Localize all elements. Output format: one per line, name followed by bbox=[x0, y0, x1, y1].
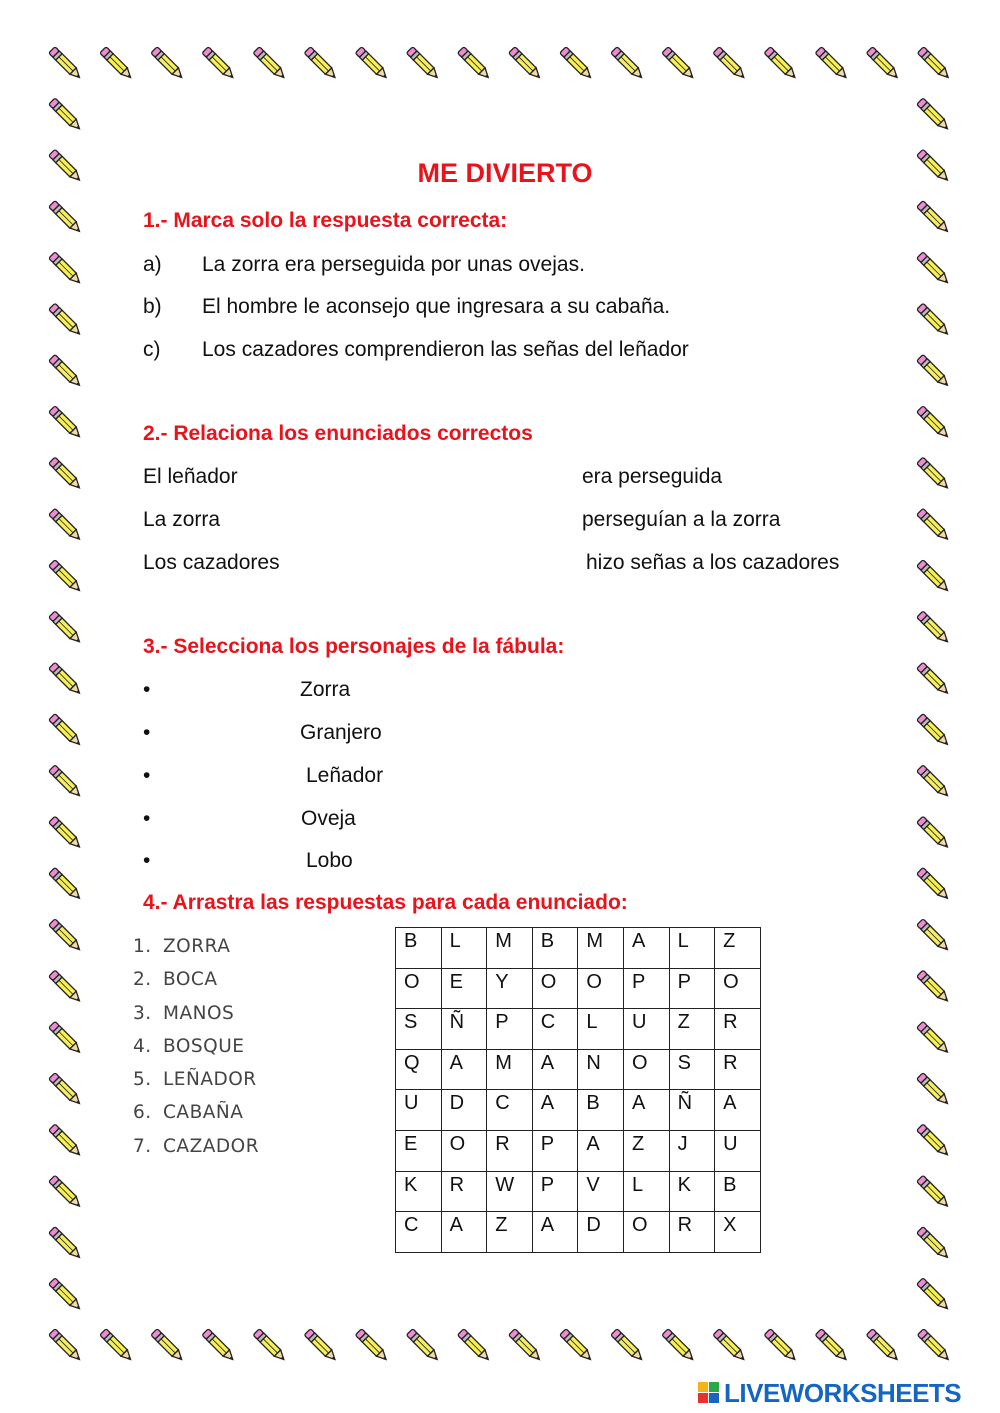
grid-cell[interactable]: S bbox=[669, 1049, 715, 1090]
pencil-icon bbox=[713, 1329, 747, 1363]
pencil-icon bbox=[457, 1329, 491, 1363]
pencil-icon bbox=[917, 98, 951, 132]
grid-cell[interactable]: R bbox=[715, 1009, 761, 1050]
grid-cell[interactable]: A bbox=[441, 1049, 487, 1090]
grid-cell[interactable]: P bbox=[532, 1171, 578, 1212]
grid-row bbox=[396, 1009, 761, 1050]
page-title: ME DIVIERTO bbox=[417, 158, 593, 188]
pencil-icon bbox=[917, 47, 951, 81]
pencil-icon bbox=[406, 47, 440, 81]
pencil-icon bbox=[917, 201, 951, 235]
grid-cell[interactable]: A bbox=[623, 1090, 669, 1131]
grid-cell[interactable]: C bbox=[396, 1212, 442, 1253]
word-number: 5. bbox=[133, 1069, 152, 1091]
bullet: • bbox=[143, 764, 151, 787]
grid-cell[interactable]: M bbox=[487, 928, 533, 969]
character-option[interactable]: Lobo bbox=[306, 849, 353, 872]
word-number: 3. bbox=[133, 1002, 152, 1024]
pencil-icon bbox=[49, 354, 83, 388]
grid-cell[interactable]: B bbox=[396, 928, 442, 969]
pencil-icon bbox=[304, 1329, 338, 1363]
grid-cell[interactable]: S bbox=[396, 1009, 442, 1050]
grid-cell[interactable]: E bbox=[396, 1130, 442, 1171]
pencil-icon bbox=[151, 1329, 185, 1363]
grid-row bbox=[396, 1090, 761, 1131]
pencil-icon bbox=[611, 47, 645, 81]
bullet: • bbox=[143, 849, 151, 872]
pencil-icon bbox=[49, 611, 83, 645]
pencil-icon bbox=[611, 1329, 645, 1363]
liveworksheets-logo[interactable] bbox=[698, 1376, 961, 1410]
grid-cell[interactable]: P bbox=[623, 968, 669, 1009]
pencil-icon bbox=[49, 1073, 83, 1107]
grid-cell[interactable]: P bbox=[532, 1130, 578, 1171]
word-list-item[interactable] bbox=[133, 933, 259, 966]
grid-cell[interactable]: Z bbox=[487, 1212, 533, 1253]
pencil-icon bbox=[151, 47, 185, 81]
grid-cell[interactable]: U bbox=[715, 1130, 761, 1171]
grid-cell[interactable]: O bbox=[715, 968, 761, 1009]
grid-cell[interactable]: O bbox=[441, 1130, 487, 1171]
pencil-icon bbox=[917, 1329, 951, 1363]
word-label: BOSQUE bbox=[163, 1035, 245, 1057]
pencil-icon bbox=[917, 560, 951, 594]
grid-cell[interactable]: M bbox=[578, 928, 624, 969]
pencil-icon bbox=[49, 252, 83, 286]
grid-cell[interactable]: A bbox=[532, 1049, 578, 1090]
pencil-icon bbox=[917, 1073, 951, 1107]
grid-cell[interactable]: J bbox=[669, 1130, 715, 1171]
option-a-letter[interactable]: a) bbox=[143, 253, 162, 276]
grid-cell[interactable]: O bbox=[623, 1212, 669, 1253]
grid-cell[interactable]: R bbox=[715, 1049, 761, 1090]
word-label: CAZADOR bbox=[163, 1135, 260, 1157]
word-search-grid bbox=[395, 927, 761, 1253]
grid-cell[interactable]: Q bbox=[396, 1049, 442, 1090]
pencil-icon bbox=[917, 1175, 951, 1209]
option-b-letter[interactable]: b) bbox=[143, 295, 162, 318]
pencil-icon bbox=[406, 1329, 440, 1363]
grid-cell[interactable]: N bbox=[578, 1049, 624, 1090]
word-number: 2. bbox=[133, 969, 152, 991]
grid-cell[interactable]: Ñ bbox=[669, 1090, 715, 1131]
grid-cell[interactable]: Y bbox=[487, 968, 533, 1009]
pencil-icon bbox=[49, 1278, 83, 1312]
grid-cell[interactable]: U bbox=[623, 1009, 669, 1050]
pencil-icon bbox=[917, 354, 951, 388]
option-c-letter[interactable]: c) bbox=[143, 338, 161, 361]
grid-cell[interactable]: R bbox=[669, 1212, 715, 1253]
grid-cell[interactable]: A bbox=[623, 928, 669, 969]
grid-row bbox=[396, 928, 761, 969]
pencil-icon bbox=[49, 1175, 83, 1209]
option-a-text[interactable]: La zorra era perseguida por unas ovejas. bbox=[202, 253, 585, 276]
grid-row bbox=[396, 968, 761, 1009]
pencil-icon bbox=[49, 98, 83, 132]
pencil-icon bbox=[49, 765, 83, 799]
pencil-icon bbox=[49, 714, 83, 748]
match-right-item[interactable]: era perseguida bbox=[582, 465, 723, 488]
grid-cell[interactable]: P bbox=[669, 968, 715, 1009]
pencil-icon bbox=[49, 1021, 83, 1055]
grid-cell[interactable]: K bbox=[396, 1171, 442, 1212]
grid-cell[interactable]: A bbox=[441, 1212, 487, 1253]
pencil-icon bbox=[917, 611, 951, 645]
grid-cell[interactable]: O bbox=[623, 1049, 669, 1090]
match-right-item[interactable]: hizo señas a los cazadores bbox=[586, 551, 840, 574]
pencil-icon bbox=[866, 47, 900, 81]
section-2-heading: 2.- Relaciona los enunciados correctos bbox=[143, 422, 533, 445]
bullet: • bbox=[143, 678, 151, 701]
pencil-icon bbox=[917, 867, 951, 901]
bullet: • bbox=[143, 721, 151, 744]
pencil-icon bbox=[917, 816, 951, 850]
pencil-icon bbox=[560, 47, 594, 81]
word-number: 4. bbox=[133, 1035, 152, 1057]
grid-cell[interactable]: W bbox=[487, 1171, 533, 1212]
pencil-icon bbox=[355, 1329, 389, 1363]
pencil-icon bbox=[304, 47, 338, 81]
pencil-icon bbox=[49, 1124, 83, 1158]
pencil-icon bbox=[917, 252, 951, 286]
pencil-icon bbox=[662, 47, 696, 81]
section-3-heading: 3.- Selecciona los personajes de la fábula: bbox=[143, 635, 565, 658]
grid-cell[interactable]: L bbox=[623, 1171, 669, 1212]
word-list-item[interactable] bbox=[133, 1033, 259, 1066]
grid-cell[interactable]: E bbox=[441, 968, 487, 1009]
option-b-text[interactable]: El hombre le aconsejo que ingresara a su cabaña. bbox=[202, 295, 671, 318]
pencil-icon bbox=[202, 47, 236, 81]
pencil-icon bbox=[49, 662, 83, 696]
grid-cell[interactable]: P bbox=[487, 1009, 533, 1050]
grid-cell[interactable]: L bbox=[669, 928, 715, 969]
pencil-icon bbox=[917, 662, 951, 696]
grid-cell[interactable]: D bbox=[441, 1090, 487, 1131]
pencil-icon bbox=[815, 47, 849, 81]
pencil-icon bbox=[49, 816, 83, 850]
grid-row bbox=[396, 1049, 761, 1090]
grid-cell[interactable]: Z bbox=[623, 1130, 669, 1171]
grid-cell[interactable]: R bbox=[441, 1171, 487, 1212]
pencil-icon bbox=[49, 919, 83, 953]
grid-cell[interactable]: R bbox=[487, 1130, 533, 1171]
grid-cell[interactable]: O bbox=[532, 968, 578, 1009]
character-option[interactable]: Granjero bbox=[300, 721, 382, 744]
word-list bbox=[133, 933, 259, 1166]
grid-cell[interactable]: O bbox=[396, 968, 442, 1009]
bullet: • bbox=[143, 807, 151, 830]
grid-cell[interactable]: V bbox=[578, 1171, 624, 1212]
pencil-icon bbox=[49, 970, 83, 1004]
pencil-icon bbox=[764, 1329, 798, 1363]
pencil-icon bbox=[49, 303, 83, 337]
character-option[interactable]: Oveja bbox=[301, 807, 356, 830]
word-number: 1. bbox=[133, 936, 152, 957]
grid-cell[interactable]: Ñ bbox=[441, 1009, 487, 1050]
liveworksheets-logo-icon bbox=[698, 1382, 720, 1404]
grid-cell[interactable]: A bbox=[532, 1090, 578, 1131]
word-number: 7. bbox=[133, 1135, 152, 1157]
pencil-icon bbox=[917, 1124, 951, 1158]
match-right-item[interactable]: perseguían a la zorra bbox=[582, 508, 781, 531]
grid-cell[interactable]: M bbox=[487, 1049, 533, 1090]
pencil-icon bbox=[917, 303, 951, 337]
pencil-icon bbox=[662, 1329, 696, 1363]
word-label: ZORRA bbox=[163, 936, 231, 957]
pencil-icon bbox=[202, 1329, 236, 1363]
word-list-item[interactable] bbox=[133, 1000, 259, 1033]
pencil-icon bbox=[917, 508, 951, 542]
grid-cell[interactable]: A bbox=[532, 1212, 578, 1253]
grid-cell[interactable]: Z bbox=[669, 1009, 715, 1050]
word-label: CABAÑA bbox=[163, 1102, 244, 1124]
grid-cell[interactable]: B bbox=[715, 1171, 761, 1212]
word-list-item[interactable] bbox=[133, 1099, 259, 1132]
pencil-icon bbox=[917, 970, 951, 1004]
pencil-icon bbox=[49, 867, 83, 901]
grid-cell[interactable]: A bbox=[578, 1130, 624, 1171]
grid-cell[interactable]: U bbox=[396, 1090, 442, 1131]
pencil-icon bbox=[100, 1329, 134, 1363]
match-left-item[interactable]: La zorra bbox=[143, 508, 221, 531]
pencil-icon bbox=[713, 47, 747, 81]
word-list-item[interactable] bbox=[133, 1133, 259, 1166]
pencil-icon bbox=[866, 1329, 900, 1363]
pencil-icon bbox=[457, 47, 491, 81]
character-option[interactable]: Zorra bbox=[300, 678, 351, 701]
grid-cell[interactable]: C bbox=[532, 1009, 578, 1050]
pencil-icon bbox=[49, 201, 83, 235]
word-list-item[interactable] bbox=[133, 966, 259, 999]
pencil-icon bbox=[917, 1021, 951, 1055]
grid-cell[interactable]: C bbox=[487, 1090, 533, 1131]
pencil-icon bbox=[917, 457, 951, 491]
grid-cell[interactable]: X bbox=[715, 1212, 761, 1253]
pencil-icon bbox=[100, 47, 134, 81]
grid-cell[interactable]: L bbox=[578, 1009, 624, 1050]
pencil-icon bbox=[917, 1227, 951, 1261]
pencil-icon bbox=[917, 765, 951, 799]
word-label: BOCA bbox=[163, 969, 218, 991]
pencil-icon bbox=[253, 1329, 287, 1363]
grid-cell[interactable]: D bbox=[578, 1212, 624, 1253]
grid-cell[interactable]: O bbox=[578, 968, 624, 1009]
match-left-item[interactable]: El leñador bbox=[143, 465, 238, 488]
pencil-icon bbox=[917, 406, 951, 440]
pencil-icon bbox=[560, 1329, 594, 1363]
grid-cell[interactable]: Z bbox=[715, 928, 761, 969]
pencil-icon bbox=[917, 1278, 951, 1312]
word-list-item[interactable] bbox=[133, 1066, 259, 1099]
word-number: 6. bbox=[133, 1102, 152, 1124]
grid-cell[interactable]: K bbox=[669, 1171, 715, 1212]
pencil-icon bbox=[917, 714, 951, 748]
grid-row bbox=[396, 1171, 761, 1212]
option-c-text[interactable]: Los cazadores comprendieron las señas del leñador bbox=[202, 338, 689, 361]
pencil-icon bbox=[49, 406, 83, 440]
grid-cell[interactable]: B bbox=[578, 1090, 624, 1131]
grid-cell[interactable]: A bbox=[715, 1090, 761, 1131]
pencil-icon bbox=[253, 47, 287, 81]
grid-row bbox=[396, 1212, 761, 1253]
pencil-icon bbox=[509, 1329, 543, 1363]
pencil-icon bbox=[355, 47, 389, 81]
section-4-heading: 4.- Arrastra las respuestas para cada enunciado: bbox=[143, 891, 628, 914]
grid-cell[interactable]: L bbox=[441, 928, 487, 969]
pencil-icon bbox=[509, 47, 543, 81]
section-1-heading: 1.- Marca solo la respuesta correcta: bbox=[143, 209, 508, 232]
word-label: LEÑADOR bbox=[163, 1069, 257, 1091]
grid-cell[interactable]: B bbox=[532, 928, 578, 969]
character-option[interactable]: Leñador bbox=[306, 764, 384, 787]
pencil-icon bbox=[49, 508, 83, 542]
match-left-item[interactable]: Los cazadores bbox=[143, 551, 280, 574]
pencil-icon bbox=[49, 457, 83, 491]
liveworksheets-logo-text: LIVEWORKSHEETS bbox=[724, 1377, 962, 1408]
pencil-icon bbox=[49, 1227, 83, 1261]
pencil-icon bbox=[49, 560, 83, 594]
word-label: MANOS bbox=[163, 1002, 235, 1024]
pencil-icon bbox=[815, 1329, 849, 1363]
pencil-icon bbox=[49, 1329, 83, 1363]
grid-row bbox=[396, 1130, 761, 1171]
pencil-icon bbox=[49, 47, 83, 81]
pencil-icon bbox=[917, 919, 951, 953]
pencil-icon bbox=[764, 47, 798, 81]
